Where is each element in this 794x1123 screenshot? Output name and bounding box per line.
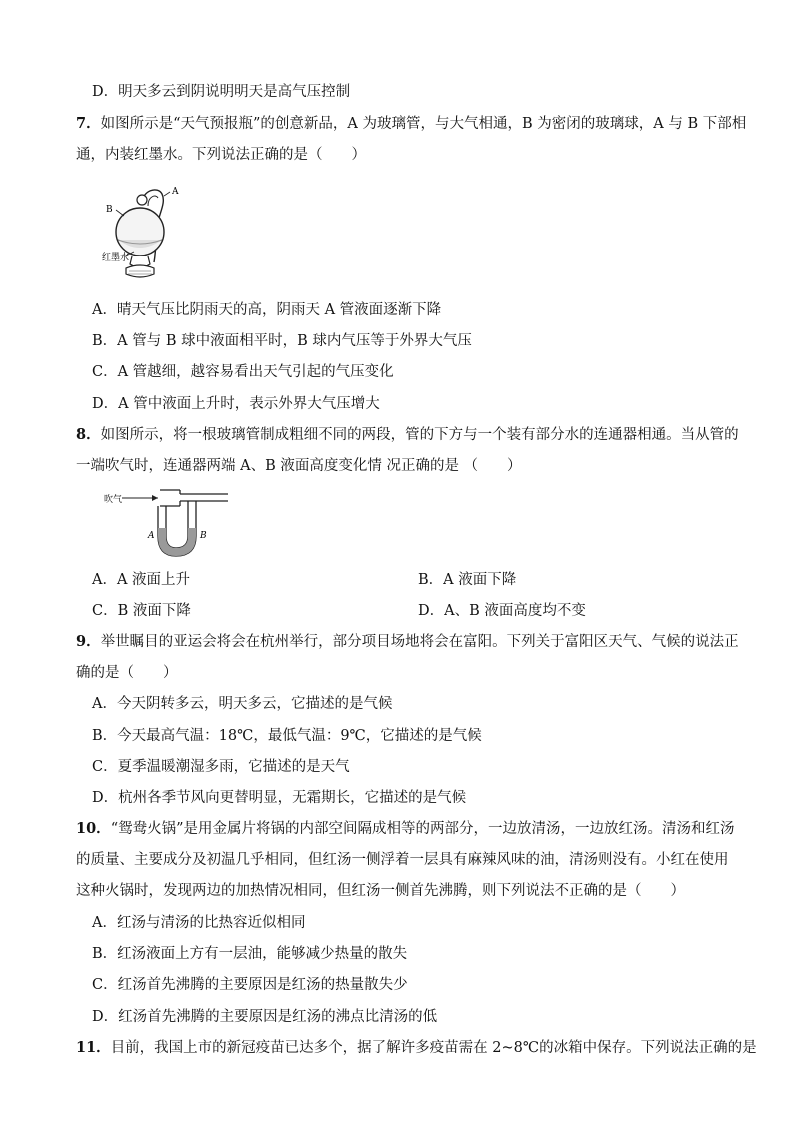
q7-option-a: A．晴天气压比阴雨天的高，阴雨天 A 管液面逐渐下降 <box>92 302 442 318</box>
question-8-stem-cont: 一端吹气时，连通器两端 A、B 液面高度变化情 况正确的是 （ ） <box>76 458 522 474</box>
q8-option-a: A．A 液面上升 <box>92 572 191 588</box>
question-7-stem: 7．如图所示是“天气预报瓶”的创意新品，A 为玻璃管，与大气相通，B 为密闭的玻璃球，A 与 B 下部相 <box>76 115 747 132</box>
label-a: A <box>148 531 155 541</box>
label-b: B <box>200 531 207 541</box>
question-11-stem: 11．目前，我国上市的新冠疫苗已达多个，据了解许多疫苗需在 2~8℃的冰箱中保存。下列说法正确的是 <box>76 1039 757 1056</box>
question-number: 10． <box>76 820 111 837</box>
question-7-stem-cont: 通，内装红墨水。下列说法正确的是（ ） <box>76 147 366 163</box>
q8-option-c: C．B 液面下降 <box>92 603 191 619</box>
q8-option-b: B．A 液面下降 <box>418 572 517 588</box>
question-8-stem: 8．如图所示，将一根玻璃管制成粗细不同的两段，管的下方与一个装有部分水的连通器相通。当从管的 <box>76 426 739 443</box>
question-number: 11． <box>76 1039 111 1056</box>
question-10-stem: 10．“鸳鸯火锅”是用金属片将锅的内部空间隔成相等的两部分，一边放清汤，一边放红汤。清汤和红汤 <box>76 820 735 837</box>
label-a: A <box>172 187 179 197</box>
label-blow: 吹气 <box>104 495 123 505</box>
question-10-stem-cont2: 这种火锅时，发现两边的加热情况相同，但红汤一侧首先沸腾，则下列说法不正确的是（ ） <box>76 883 685 899</box>
q10-option-b: B．红汤液面上方有一层油，能够减少热量的散失 <box>92 946 408 962</box>
option-d-previous: D．明天多云到阴说明明天是高气压控制 <box>92 84 351 100</box>
q9-option-c: C．夏季温暖潮湿多雨，它描述的是天气 <box>92 759 350 775</box>
q9-option-a: A．今天阴转多云，明天多云，它描述的是气候 <box>92 696 393 712</box>
q9-option-b: B．今天最高气温：18℃，最低气温：9℃，它描述的是气候 <box>92 728 482 744</box>
q7-option-d: D．A 管中液面上升时，表示外界大气压增大 <box>92 396 380 412</box>
q7-option-b: B．A 管与 B 球中液面相平时，B 球内气压等于外界大气压 <box>92 333 472 349</box>
question-9-stem: 9．举世瞩目的亚运会将会在杭州举行，部分项目场地将会在富阳。下列关于富阳区天气、气候的说法正 <box>76 633 739 650</box>
question-number: 7． <box>76 115 101 132</box>
question-number: 8． <box>76 426 101 443</box>
question-10-stem-cont: 的质量、主要成分及初温几乎相同，但红汤一侧浮着一层具有麻辣风味的油，清汤则没有。小红在使用 <box>76 852 729 868</box>
label-red-ink: 红墨水 <box>102 253 130 263</box>
q7-option-c: C．A 管越细，越容易看出天气引起的气压变化 <box>92 364 394 380</box>
connected-tube-figure <box>100 484 240 562</box>
q10-option-d: D．红汤首先沸腾的主要原因是红汤的沸点比清汤的低 <box>92 1009 438 1025</box>
label-b: B <box>106 205 113 215</box>
weather-bottle-figure <box>96 182 186 292</box>
q10-option-a: A．红汤与清汤的比热容近似相同 <box>92 915 306 931</box>
q8-option-d: D．A、B 液面高度均不变 <box>418 603 586 619</box>
q10-option-c: C．红汤首先沸腾的主要原因是红汤的热量散失少 <box>92 977 408 993</box>
q9-option-d: D．杭州各季节风向更替明显，无霜期长，它描述的是气候 <box>92 790 467 806</box>
question-number: 9． <box>76 633 101 650</box>
question-9-stem-cont: 确的是（ ） <box>76 665 178 681</box>
